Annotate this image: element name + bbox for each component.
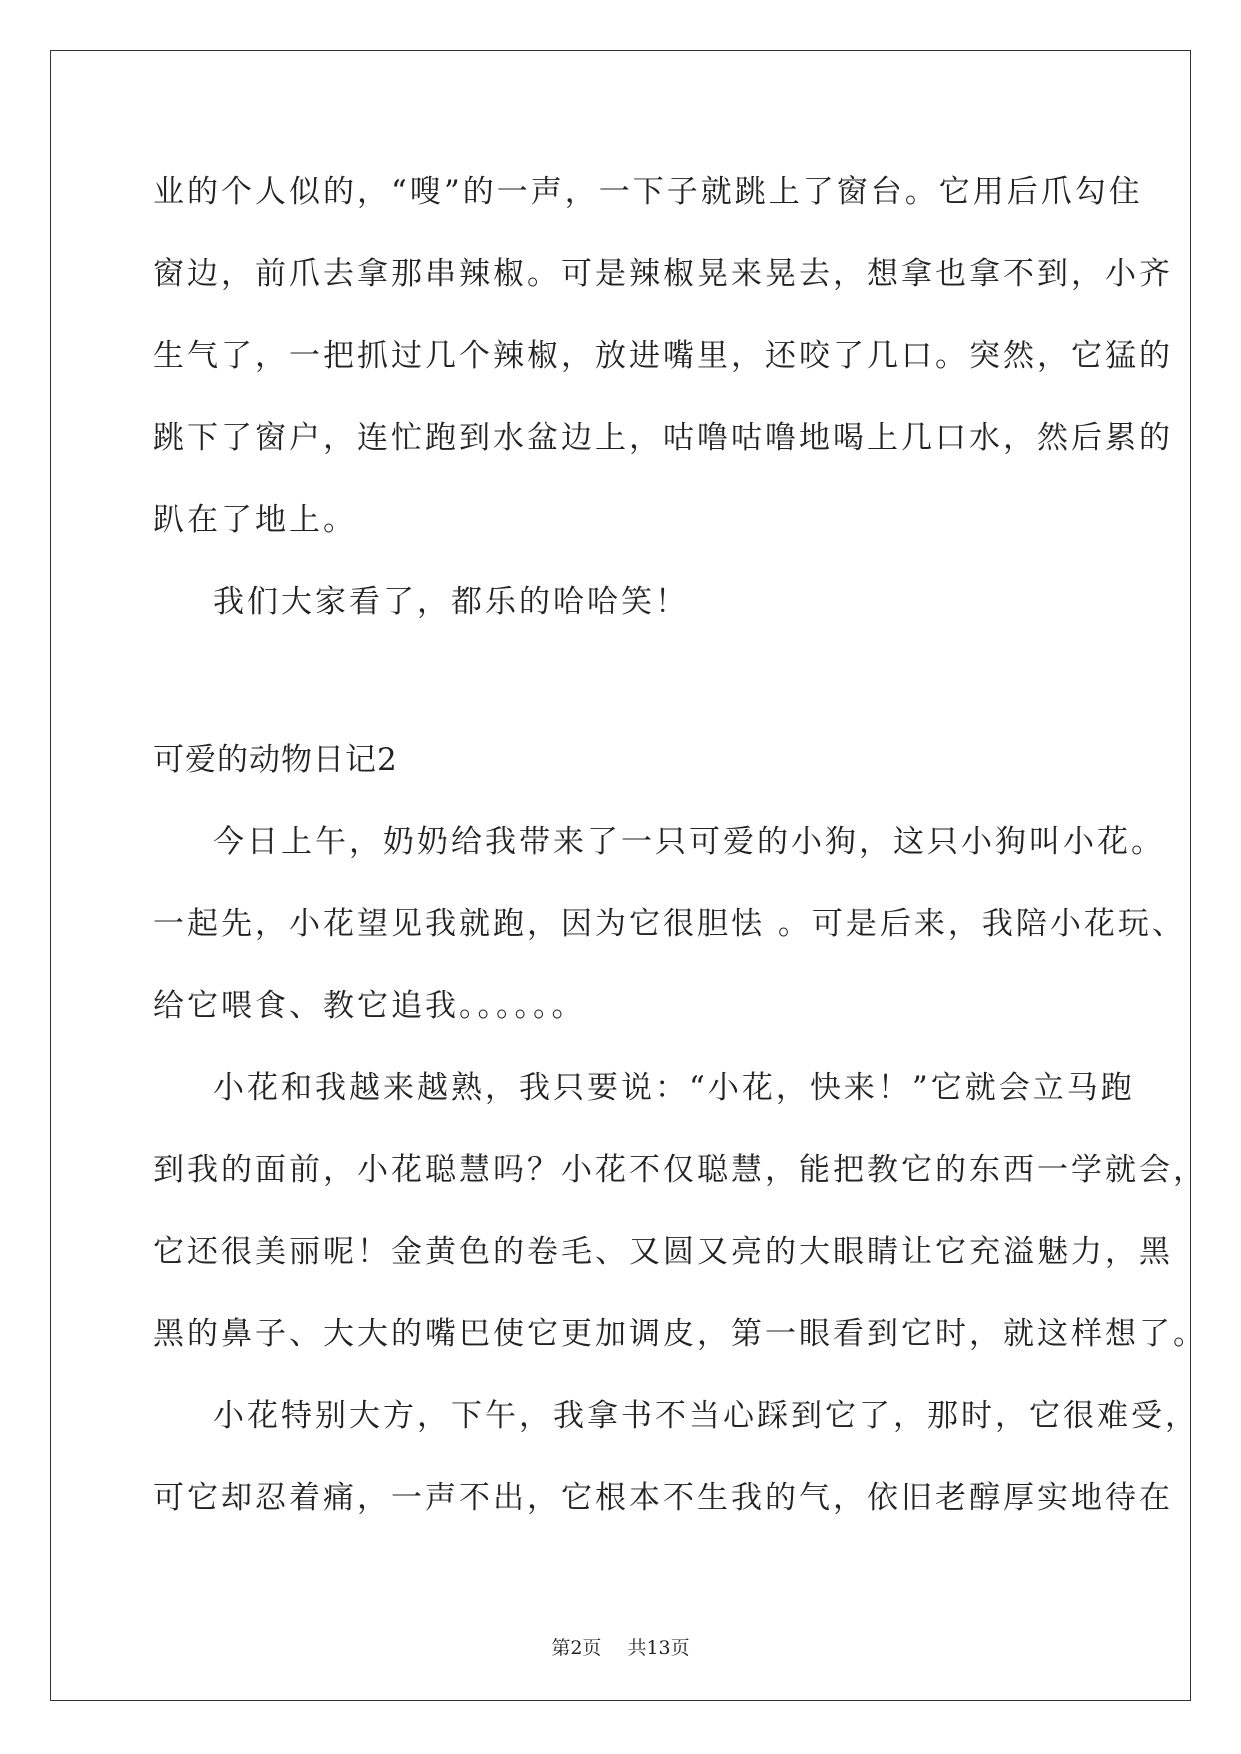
page-footer [0, 1636, 1241, 1660]
page-total: 共13页 [627, 1637, 690, 1659]
text-line: 趴在了地上。 [153, 502, 357, 538]
text-line: 它还很美丽呢！金黄色的卷毛、又圆又亮的大眼睛让它充溢魅力，黑 [153, 1234, 1173, 1270]
section-heading: 可爱的动物日记2 [153, 742, 398, 778]
text-line: 到我的面前，小花聪慧吗？小花不仅聪慧，能把教它的东西一学就会， [153, 1152, 1207, 1188]
page-number: 第2页 [551, 1637, 602, 1659]
paragraph-line: 今日上午，奶奶给我带来了一只可爱的小狗，这只小狗叫小花。 [213, 824, 1165, 860]
text-line: 业的个人似的，“嗖”的一声，一下子就跳上了窗台。它用后爪勾住 [153, 174, 1143, 210]
text-line: 黑的鼻子、大大的嘴巴使它更加调皮，第一眼看到它时，就这样想了。 [153, 1316, 1207, 1352]
text-line: 窗边，前爪去拿那串辣椒。可是辣椒晃来晃去，想拿也拿不到，小齐 [153, 256, 1173, 292]
text-line: 生气了，一把抓过几个辣椒，放进嘴里，还咬了几口。突然，它猛的 [153, 338, 1173, 374]
text-line: 跳下了窗户，连忙跑到水盆边上，咕噜咕噜地喝上几口水，然后累的 [153, 420, 1173, 456]
text-line: 一起先，小花望见我就跑，因为它很胆怯 。可是后来，我陪小花玩、 [153, 906, 1186, 942]
paragraph-line: 小花和我越来越熟，我只要说：“小花，快来！”它就会立马跑 [213, 1070, 1135, 1106]
text-line: 给它喂食、教它追我。。。。。。 [153, 988, 586, 1024]
paragraph-line: 我们大家看了，都乐的哈哈笑！ [213, 584, 689, 620]
page-border [50, 50, 1191, 1701]
paragraph-line: 小花特别大方，下午，我拿书不当心踩到它了，那时，它很难受， [213, 1398, 1199, 1434]
text-line: 可它却忍着痛，一声不出，它根本不生我的气，依旧老醇厚实地待在 [153, 1480, 1173, 1516]
